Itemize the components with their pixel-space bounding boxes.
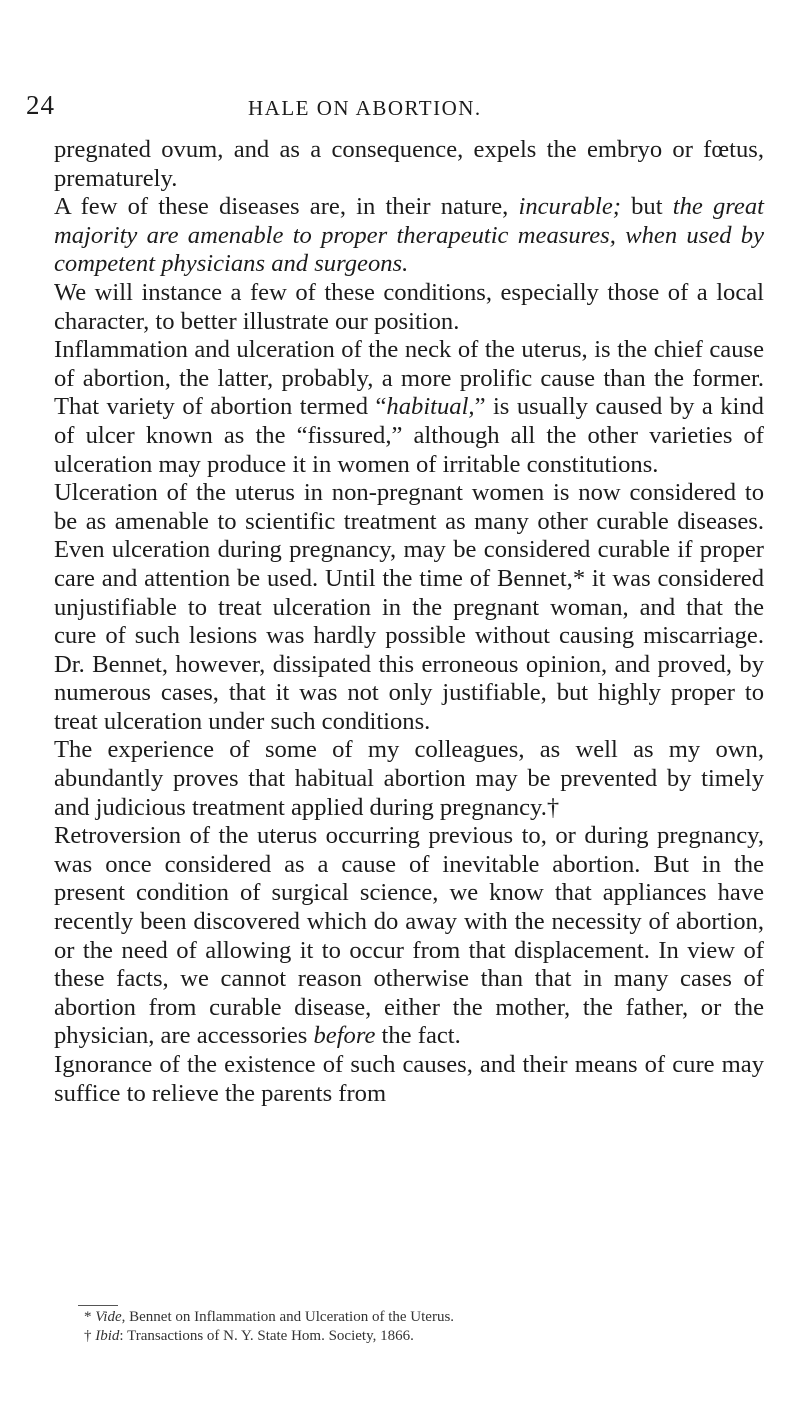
footnote-2-mark: † xyxy=(84,1328,96,1344)
paragraph-2-text-b: but xyxy=(620,193,673,221)
paragraph-2-italic-2: the great majority are amenable to proper therapeutic measures, when used by competent physicians and surgeons. xyxy=(54,193,764,278)
paragraph-6: The experience of some of my colleagues, as well as my own, abundantly proves that habitual abortion may be prevented by timely and judicious treatment applied during pregnancy.† xyxy=(54,736,764,821)
footnote-1-text: , Bennet on Inflammation and Ulceration of the Uterus. xyxy=(121,1309,455,1325)
paragraph-7-text-b: the fact. xyxy=(375,1022,461,1050)
page-header xyxy=(0,88,800,128)
paragraph-7-italic: before xyxy=(313,1022,376,1050)
paragraph-7-text-a: Retroversion of the uterus occurring previous to, or during pregnancy, was once considered as a cause of inevitable abortion. But in the present condition of surgical science, we know that appliances have recently been discovered which do away with the necessity of abortion, or the need of allowing it to occur from that displacement. In view of these facts, we cannot reason otherwise than that in many cases of abortion from curable disease, either the mother, the father, or the physician, are accessories xyxy=(54,822,764,1050)
paragraph-3: We will instance a few of these conditions, especially those of a local character, to better illustrate our position. xyxy=(54,278,764,335)
paragraph-4-text-b: ” is usually caused by a kind of ulcer known as the “fissured,” although all the other varieties of ulceration may produce it in women of irritable constitutions. xyxy=(54,393,764,478)
page-number: 24 xyxy=(26,90,55,120)
footnotes xyxy=(84,1308,764,1346)
paragraph-2-text-a: A few of these diseases are, in their nature, xyxy=(54,193,519,221)
running-title: HALE ON ABORTION. xyxy=(248,96,482,120)
body-text xyxy=(54,136,764,1108)
paragraph-4-text-a: Inflammation and ulceration of the neck of the uterus, is the chief cause of abortion, the latter, probably, a more prolific cause than the former. That variety of abortion termed “ xyxy=(54,336,764,421)
paragraph-1: pregnated ovum, and as a consequence, expels the embryo or fœtus, prematurely. xyxy=(54,136,764,192)
paragraph-7 xyxy=(54,822,764,1051)
footnote-2-text: : Transactions of N. Y. State Hom. Society, 1866. xyxy=(119,1328,414,1344)
paragraph-2-italic-1: incurable; xyxy=(518,193,621,221)
paragraph-2 xyxy=(54,193,764,279)
paragraph-8: Ignorance of the existence of such causes, and their means of cure may suffice to relieve the parents from xyxy=(54,1051,764,1107)
footnote-2 xyxy=(84,1327,764,1346)
footnote-1 xyxy=(84,1308,764,1327)
paragraph-4 xyxy=(54,336,764,479)
paragraph-4-italic: habitual, xyxy=(386,393,475,421)
footnote-1-mark: * xyxy=(84,1309,96,1325)
footnote-1-italic: Vide xyxy=(95,1309,122,1325)
paragraph-5: Ulceration of the uterus in non-pregnant women is now considered to be as amenable to scientific treatment as many other curable diseases. Even ulceration during pregnancy, may be considered curable if proper care and attention be used. Until the time of Bennet,* it was considered unjustifiable to treat ulceration in the pregnant woman, and that the cure of such lesions was hardly possible without causing miscarriage. Dr. Bennet, however, dissipated this erroneous opinion, and proved, by numerous cases, that it was not only justifiable, but highly proper to treat ulceration under such conditions. xyxy=(54,479,764,735)
footnote-rule xyxy=(78,1305,118,1306)
footnote-2-italic: Ibid xyxy=(95,1328,120,1344)
